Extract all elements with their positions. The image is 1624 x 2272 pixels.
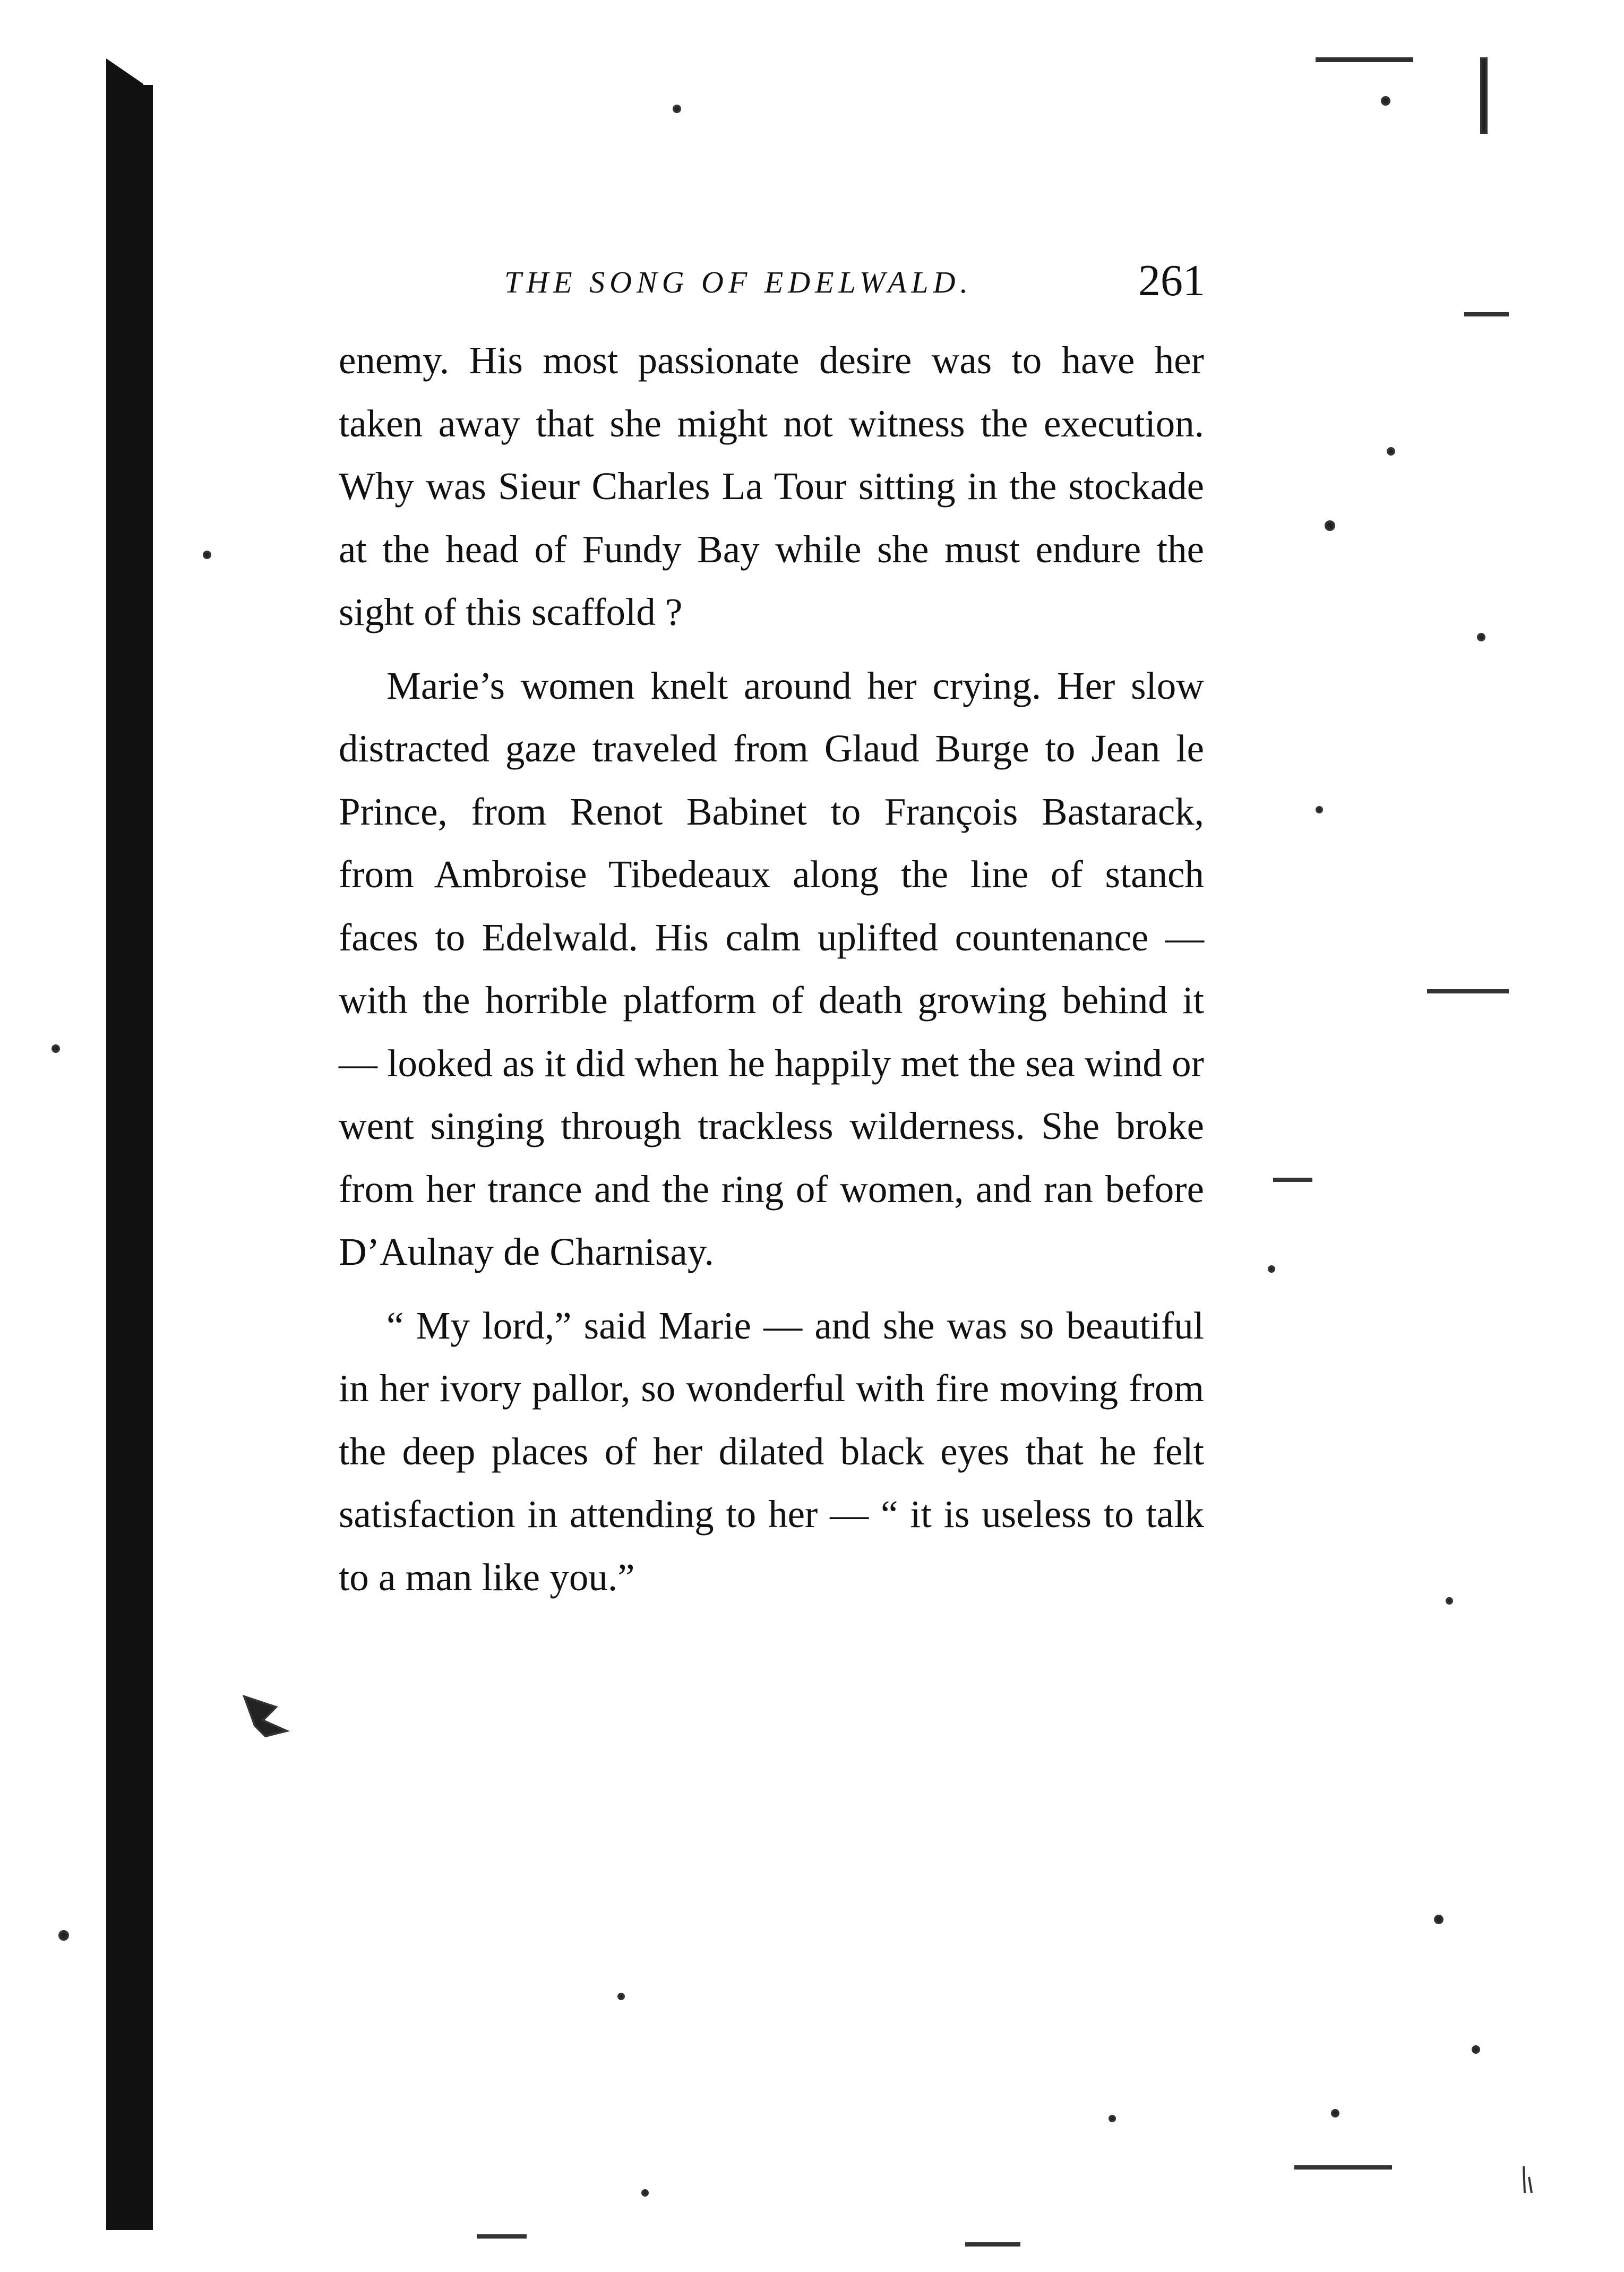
page-number: 261 — [1138, 256, 1205, 305]
paragraph-3: “ My lord,” said Marie — and she was so beautiful in her ivory pallor, so wonderful with fire moving from the deep places of her dilated black eyes that he felt satisfaction in attending to her — “ it is useless to talk to a man like you.” — [339, 1304, 1204, 1599]
running-title: THE SONG OF EDELWALD. — [504, 265, 973, 299]
paragraph-1: enemy. His most passionate desire was to have her taken away that she might not witness the execution. Why was Sieur Charles La Tour sitting in the stockade at the head of Fundy Bay while she must endure the sight of this scaffold ? — [339, 339, 1204, 633]
paragraph-2: Marie’s women knelt around her crying. Her slow distracted gaze traveled from Glaud Burge to Jean le Prince, from Renot Babinet to François Bastarack, from Ambroise Tibedeaux along the line of stanch faces to Edelwald. His calm uplifted countenance — with the horrible platform of death growing behind it — looked as it did when he happily met the sea wind or went singing through trackless wilderness. She broke from her trance and the ring of women, and ran before D’Aulnay de Charnisay. — [339, 664, 1204, 1273]
